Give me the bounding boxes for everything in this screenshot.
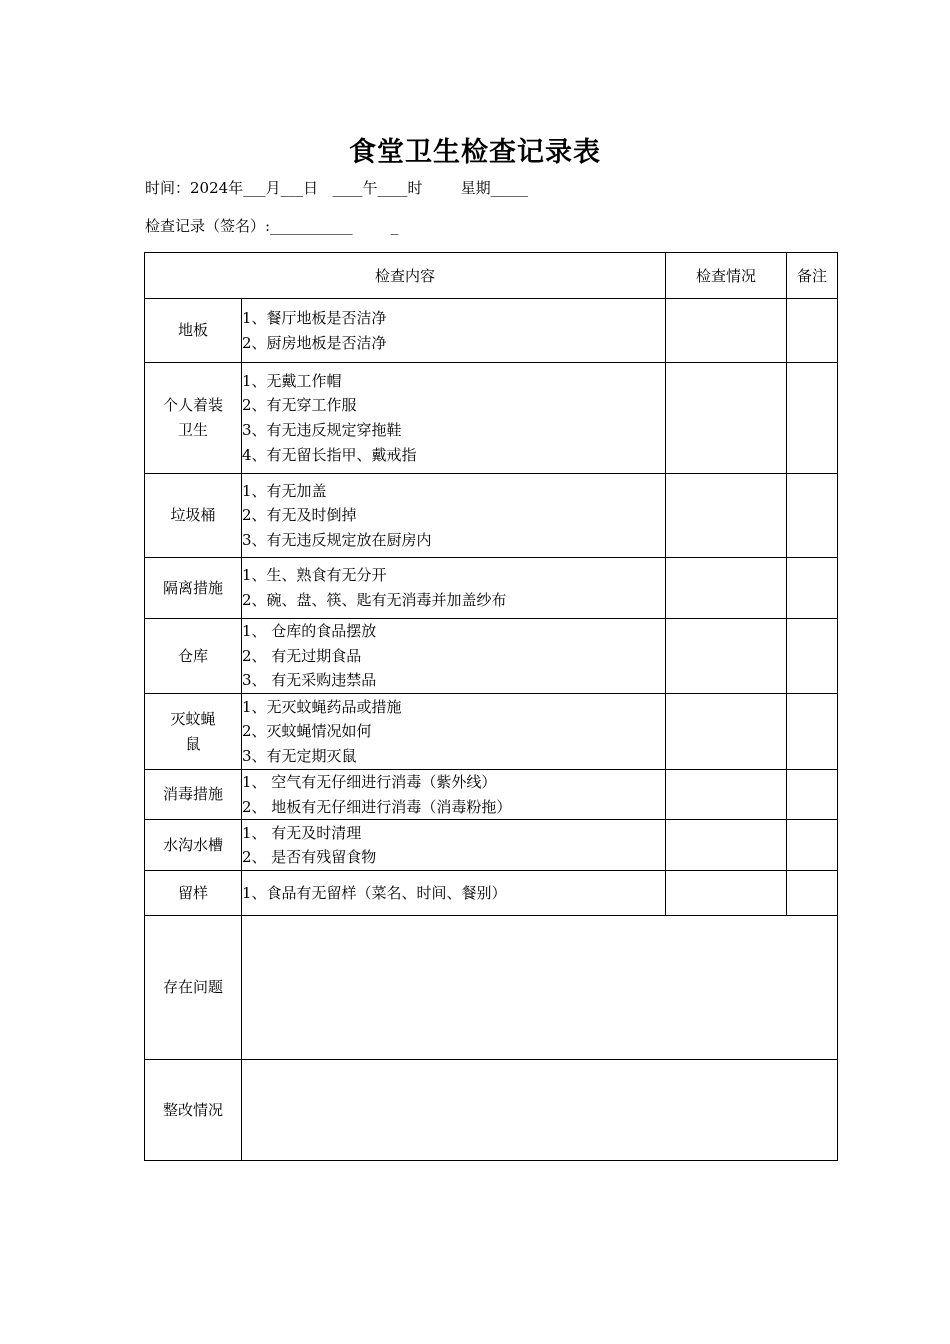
row-items (242, 871, 666, 916)
row-items (242, 770, 666, 820)
table-row (145, 770, 838, 820)
status-cell[interactable] (666, 770, 787, 820)
row-items (242, 694, 666, 770)
status-cell[interactable] (666, 820, 787, 871)
issues-row (145, 916, 838, 1060)
category-line: 个人着装 (162, 396, 223, 414)
check-item: 3、有无定期灭鼠 (242, 746, 357, 765)
status-cell[interactable] (666, 299, 787, 363)
check-item: 2、 有无过期食品 (242, 646, 362, 665)
check-item: 1、 空气有无仔细进行消毒（紫外线） (242, 773, 497, 791)
check-item: 2、 是否有残留食物 (242, 848, 377, 867)
rectification-field[interactable] (242, 1060, 838, 1161)
notes-cell[interactable] (787, 694, 838, 770)
row-category: 垃圾桶 (145, 474, 242, 558)
issues-label: 存在问题 (145, 916, 242, 1060)
issues-field[interactable] (242, 916, 838, 1060)
check-item: 1、生、熟食有无分开 (242, 566, 387, 585)
rectification-row (145, 1060, 838, 1161)
row-items (242, 474, 666, 558)
row-items (242, 363, 666, 474)
table-header-row (145, 253, 838, 299)
inspection-table (144, 252, 838, 1161)
category-line: 灭蚊蝇 (170, 709, 216, 728)
check-item: 1、有无加盖 (242, 481, 327, 500)
row-items (242, 558, 666, 619)
notes-cell[interactable] (787, 770, 838, 820)
table-row (145, 820, 838, 871)
check-item: 1、无灭蚊蝇药品或措施 (242, 697, 402, 716)
check-item: 1、 有无及时清理 (242, 823, 362, 842)
status-cell[interactable] (666, 619, 787, 694)
row-category (145, 694, 242, 770)
category-line: 鼠 (185, 734, 201, 753)
notes-cell[interactable] (787, 871, 838, 916)
check-item: 3、 有无采购违禁品 (242, 671, 377, 690)
row-category: 地板 (145, 299, 242, 363)
check-item: 2、灭蚊蝇情况如何 (242, 722, 372, 741)
notes-cell[interactable] (787, 299, 838, 363)
header-notes: 备注 (787, 253, 838, 299)
status-cell[interactable] (666, 558, 787, 619)
check-item: 3、有无违反规定放在厨房内 (242, 530, 432, 549)
row-category (145, 363, 242, 474)
notes-cell[interactable] (787, 820, 838, 871)
check-item: 2、有无及时倒掉 (242, 506, 357, 525)
check-item: 3、有无违反规定穿拖鞋 (242, 421, 402, 439)
status-cell[interactable] (666, 474, 787, 558)
table-row (145, 871, 838, 916)
status-cell[interactable] (666, 363, 787, 474)
status-cell[interactable] (666, 694, 787, 770)
check-item: 2、有无穿工作服 (242, 396, 357, 415)
table-row (145, 694, 838, 770)
row-items (242, 619, 666, 694)
row-items (242, 299, 666, 363)
row-category: 留样 (145, 871, 242, 916)
status-cell[interactable] (666, 871, 787, 916)
table-row (145, 299, 838, 363)
header-status: 检查情况 (666, 253, 787, 299)
row-category: 仓库 (145, 619, 242, 694)
signature-line: 检查记录（签名）:___________ _ (145, 217, 399, 235)
check-item: 2、碗、盘、筷、匙有无消毒并加盖纱布 (242, 591, 507, 609)
check-item: 2、厨房地板是否洁净 (242, 333, 387, 352)
table-row (145, 558, 838, 619)
notes-cell[interactable] (787, 619, 838, 694)
row-category: 消毒措施 (145, 770, 242, 820)
check-item: 1、无戴工作帽 (242, 371, 342, 390)
table-row (145, 474, 838, 558)
notes-cell[interactable] (787, 558, 838, 619)
row-category: 隔离措施 (145, 558, 242, 619)
notes-cell[interactable] (787, 363, 838, 474)
rectification-label: 整改情况 (145, 1060, 242, 1161)
check-item: 2、 地板有无仔细进行消毒（消毒粉拖） (242, 797, 512, 816)
check-item: 1、餐厅地板是否洁净 (242, 308, 387, 327)
table-row (145, 363, 838, 474)
row-items (242, 820, 666, 871)
table-row (145, 619, 838, 694)
header-content: 检查内容 (145, 253, 666, 299)
category-line: 卫生 (177, 421, 208, 439)
notes-cell[interactable] (787, 474, 838, 558)
row-category: 水沟水槽 (145, 820, 242, 871)
check-item: 1、 仓库的食品摆放 (242, 622, 377, 641)
check-item: 4、有无留长指甲、戴戒指 (242, 445, 417, 464)
check-item: 1、食品有无留样（菜名、时间、餐别） (242, 883, 507, 902)
document-title: 食堂卫生检查记录表 (349, 137, 601, 168)
time-line: 时间：2024年___月___日 ____午____时 星期_____ (145, 179, 529, 197)
